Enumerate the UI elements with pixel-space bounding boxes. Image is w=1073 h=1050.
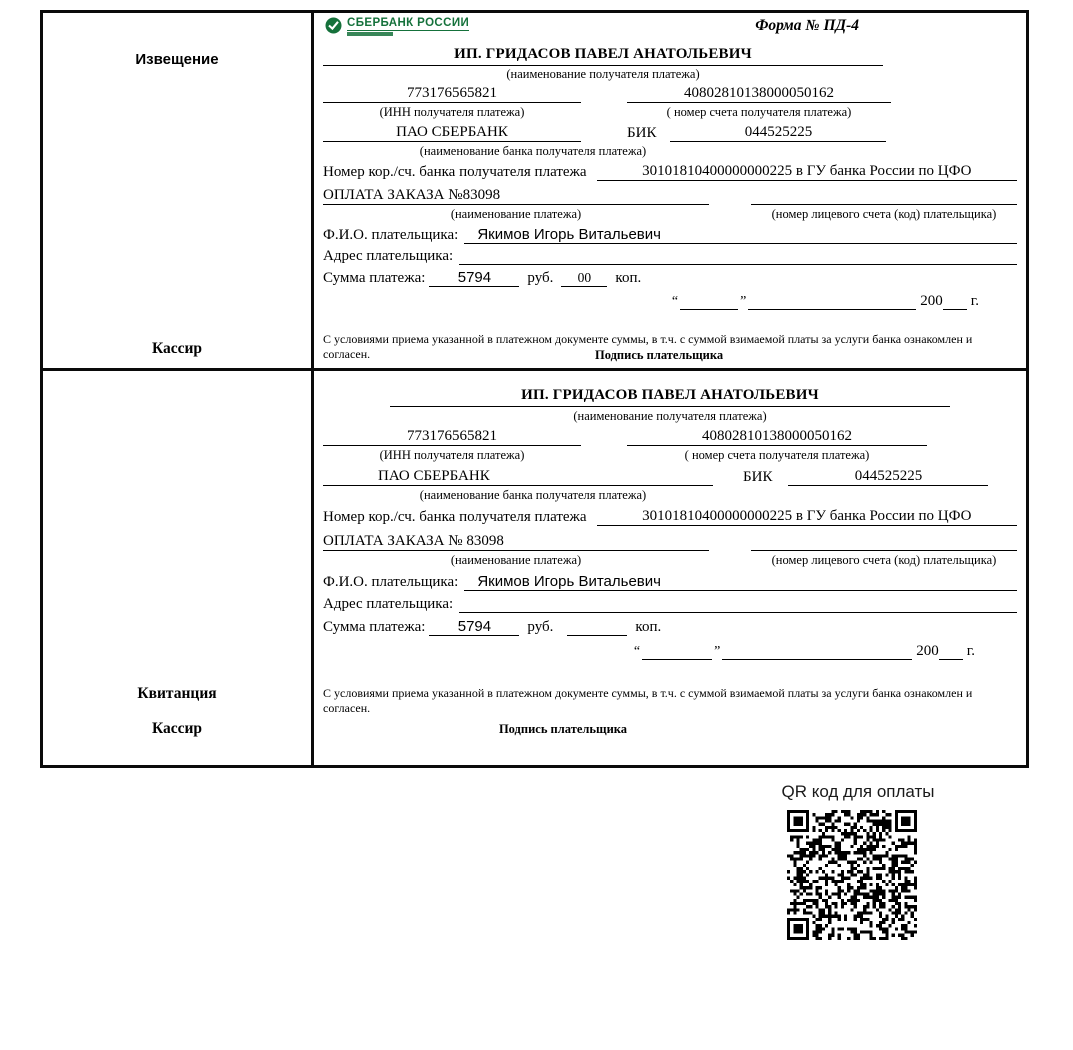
- bank-caption: (наименование банка получателя платежа): [419, 487, 647, 502]
- recipient-name: ИП. ГРИДАСОВ ПАВЕЛ АНАТОЛЬЕВИЧ: [390, 387, 950, 407]
- sberbank-check-icon: [325, 17, 342, 34]
- sberbank-logo-text: СБЕРБАНК РОССИИ: [347, 17, 470, 29]
- signature-label: Подпись плательщика: [498, 721, 628, 736]
- account-value: 40802810138000050162: [627, 85, 891, 103]
- payer-address-label: Адрес плательщика:: [323, 595, 454, 612]
- recipient-name: ИП. ГРИДАСОВ ПАВЕЛ АНАТОЛЬЕВИЧ: [323, 46, 883, 66]
- bik-label: БИК: [743, 468, 773, 485]
- receipt-body: [314, 371, 1026, 765]
- date-quote-close: ”: [714, 643, 721, 659]
- agreement-text: С условиями приема указанной в платежном документе суммы, в т.ч. с суммой взимаемой платы за услуги банка ознакомлен и согласен.: [323, 331, 973, 362]
- year-line: [943, 309, 967, 310]
- year-prefix: 200: [916, 642, 939, 659]
- payer-address-value: [459, 264, 1017, 265]
- recipient-caption: (наименование получателя платежа): [506, 67, 700, 81]
- payer-name-label: Ф.И.О. плательщика:: [323, 573, 459, 590]
- date-quote-close: ”: [740, 293, 747, 309]
- signature-label: Подпись плательщика: [595, 347, 724, 362]
- date-quote-open: “: [671, 293, 679, 309]
- payer-address-value: [459, 612, 1017, 613]
- notice-side-cell: [43, 13, 314, 371]
- corr-value: 30101810400000000225 в ГУ банка России по ЦФО: [597, 508, 1017, 526]
- year-line: [939, 659, 963, 660]
- date-day-line: [680, 309, 738, 310]
- date-month-line: [748, 309, 916, 310]
- personal-account-line: [751, 187, 1017, 205]
- kop-label: коп.: [635, 618, 662, 635]
- qr-caption: QR код для оплаты: [781, 782, 935, 801]
- payer-name-label: Ф.И.О. плательщика:: [323, 226, 459, 243]
- notice-agreement: [323, 332, 1017, 363]
- form-number: Форма № ПД-4: [755, 17, 859, 34]
- sberbank-logo: [323, 17, 469, 36]
- kop-label: коп.: [615, 269, 642, 286]
- bank-name: ПАО СБЕРБАНК: [323, 468, 713, 486]
- receipt-cashier-label: Кассир: [151, 720, 203, 737]
- account-caption: ( номер счета получателя платежа): [684, 448, 870, 463]
- payer-name-value: Якимов Игорь Витальевич: [464, 226, 1017, 244]
- account-value: 40802810138000050162: [627, 428, 927, 446]
- personal-caption: (номер лицевого счета (код) плательщика): [771, 207, 997, 222]
- amount-kop-value: [567, 635, 627, 636]
- payer-name-value: Якимов Игорь Витальевич: [464, 573, 1017, 591]
- rub-label: руб.: [527, 618, 554, 635]
- receipt-side-cell: [43, 371, 314, 765]
- notice-body: [314, 13, 1026, 371]
- purpose-caption: (наименование платежа): [450, 207, 582, 222]
- payer-address-label: Адрес плательщика:: [323, 247, 454, 264]
- amount-rub-value: 5794: [429, 269, 519, 287]
- qr-code-image: [787, 810, 917, 940]
- bank-name: ПАО СБЕРБАНК: [323, 124, 581, 142]
- year-prefix: 200: [920, 292, 943, 309]
- inn-value: 773176565821: [323, 85, 581, 103]
- notice-title: Извещение: [135, 51, 219, 68]
- amount-label: Сумма платежа:: [323, 618, 426, 635]
- year-suffix: г.: [966, 642, 975, 659]
- inn-caption: (ИНН получателя платежа): [379, 448, 525, 463]
- amount-kop-value: 00: [561, 270, 607, 287]
- date-quote-open: “: [633, 643, 641, 659]
- personal-account-line: [751, 533, 1017, 551]
- bik-value: 044525225: [788, 468, 988, 486]
- year-suffix: г.: [970, 292, 979, 309]
- amount-rub-value: 5794: [429, 618, 519, 636]
- recipient-caption: (наименование получателя платежа): [573, 409, 767, 423]
- amount-label: Сумма платежа:: [323, 269, 426, 286]
- corr-label: Номер кор./сч. банка получателя платежа: [323, 164, 587, 181]
- purpose-caption: (наименование платежа): [450, 553, 582, 568]
- corr-value: 30101810400000000225 в ГУ банка России по ЦФО: [597, 163, 1017, 181]
- account-caption: ( номер счета получателя платежа): [666, 105, 852, 120]
- inn-value: 773176565821: [323, 428, 581, 446]
- personal-caption: (номер лицевого счета (код) плательщика): [771, 553, 997, 568]
- corr-label: Номер кор./сч. банка получателя платежа: [323, 509, 587, 526]
- date-month-line: [722, 659, 912, 660]
- agreement-text: С условиями приема указанной в платежном документе суммы, в т.ч. с суммой взимаемой платы за услуги банка ознакомлен и согласен.: [323, 685, 973, 716]
- bik-value: 044525225: [670, 124, 886, 142]
- notice-cashier-label: Кассир: [151, 340, 203, 357]
- rub-label: руб.: [527, 269, 554, 286]
- bank-caption: (наименование банка получателя платежа): [419, 143, 647, 158]
- sberbank-tagline-bar: [347, 32, 393, 36]
- pd4-form: [40, 10, 1029, 768]
- bik-label: БИК: [627, 124, 657, 141]
- payment-purpose: ОПЛАТА ЗАКАЗА №83098: [323, 187, 709, 205]
- inn-caption: (ИНН получателя платежа): [379, 105, 525, 120]
- date-day-line: [642, 659, 712, 660]
- receipt-agreement: [323, 686, 1017, 737]
- receipt-title: Квитанция: [137, 685, 217, 702]
- payment-purpose: ОПЛАТА ЗАКАЗА № 83098: [323, 533, 709, 551]
